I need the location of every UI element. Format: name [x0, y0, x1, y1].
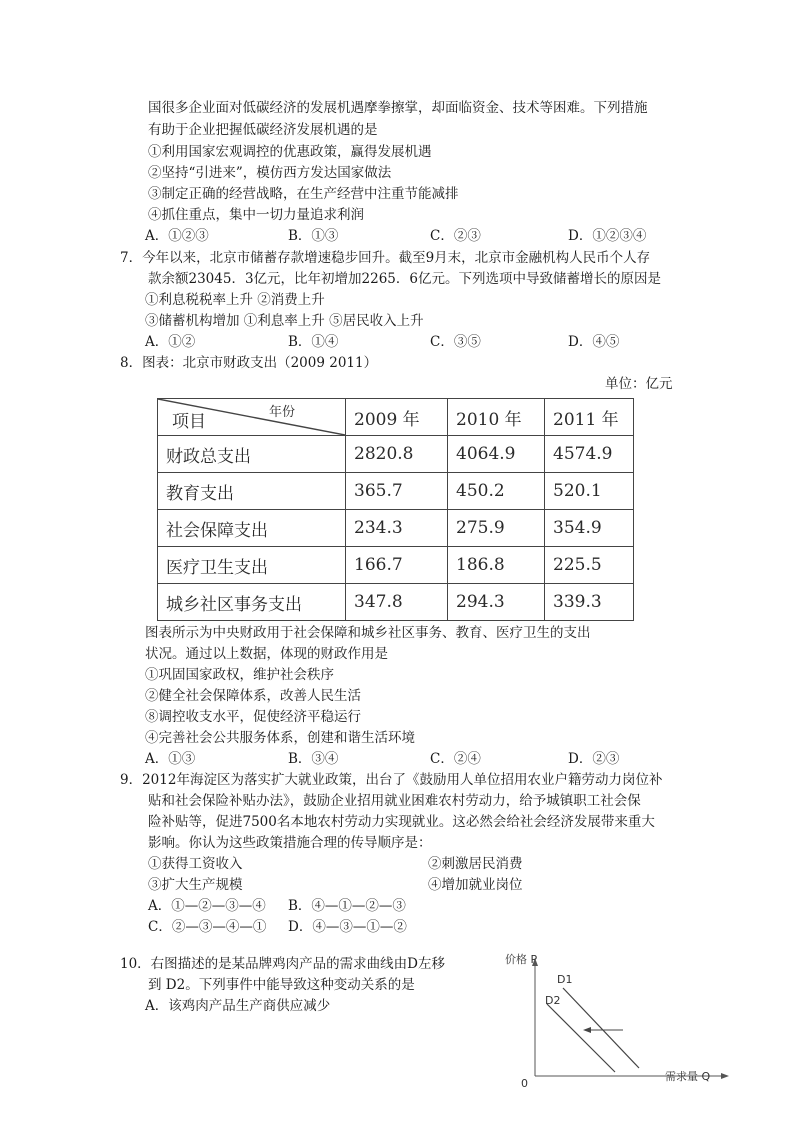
q8-title: 8．图表：北京市财政支出（2009 2011）: [120, 355, 378, 371]
cell-value: 294.3: [448, 584, 545, 621]
cell-value: 225.5: [545, 547, 634, 584]
q9-option-c: C．②—③—④—①: [148, 919, 267, 935]
table-row: [158, 584, 634, 621]
q9-stem-line-3: 险补贴等，促进7500名本地农村劳动力实现就业。这必然会给社会经济发展带来重大: [148, 814, 655, 830]
q6-stem-line-2: 有助于企业把握低碳经济发展机遇的是: [148, 122, 378, 138]
corner-item-label: 项目: [172, 412, 206, 432]
year-header-2011: 2011 年: [545, 399, 634, 436]
cell-value: 186.8: [448, 547, 545, 584]
table-row: [158, 436, 634, 473]
q7-item-1: ①利息税税率上升 ②消费上升: [145, 292, 325, 308]
corner-year-label: 年份: [268, 405, 295, 420]
demand-curve-graph: [505, 950, 735, 1090]
q6-option-b: B．①③: [288, 228, 339, 244]
q8-option-d: D．②③: [568, 751, 620, 767]
cell-value: 2820.8: [346, 436, 448, 473]
q7-option-d: D．④⑤: [568, 334, 620, 350]
q6-option-d: D．①②③④: [568, 228, 647, 244]
q10-stem-line-1: 10．右图描述的是某品牌鸡肉产品的需求曲线由D左移: [120, 956, 446, 972]
year-header-2010: 2010 年: [448, 399, 545, 436]
q7-item-2: ③储蓄机构增加 ①利息率上升 ⑤居民收入上升: [145, 313, 424, 329]
q6-option-a: A．①②③: [145, 228, 209, 244]
cell-value: 347.8: [346, 584, 448, 621]
cell-value: 339.3: [545, 584, 634, 621]
q10-stem-line-2: 到 D2。下列事件中能导致这种变动关系的是: [148, 977, 415, 993]
curve-d1-label: D1: [557, 973, 573, 986]
q8-item-4: ④完善社会公共服务体系，创建和谐生活环境: [145, 730, 415, 746]
q6-item-2: ②坚持“引进来”，模仿西方发达国家做法: [148, 165, 392, 181]
curve-d2: [547, 1004, 615, 1072]
q7-option-b: B．①④: [288, 334, 339, 350]
q8-item-3: ⑧调控收支水平，促使经济平稳运行: [145, 709, 361, 725]
cell-value: 354.9: [545, 510, 634, 547]
finance-table: [157, 398, 634, 621]
curve-d2-label: D2: [545, 994, 561, 1007]
q8-option-c: C．②④: [430, 751, 481, 767]
cell-value: 4574.9: [545, 436, 634, 473]
year-header-2009: 2009 年: [346, 399, 448, 436]
q9-stem-line-1: 9．2012年海淀区为落实扩大就业政策，出台了《鼓励用人单位招用农业户籍劳动力岗位补: [120, 772, 663, 788]
q7-option-a: A．①②: [145, 334, 196, 350]
cell-value: 450.2: [448, 473, 545, 510]
q6-item-4: ④抓住重点，集中一切力量追求利润: [148, 207, 364, 223]
cell-value: 365.7: [346, 473, 448, 510]
row-label: 医疗卫生支出: [158, 547, 346, 584]
table-row: [158, 510, 634, 547]
q6-option-c: C．②③: [430, 228, 481, 244]
q8-item-2: ②健全社会保障体系，改善人民生活: [145, 688, 361, 704]
q9-stem-line-2: 贴和社会保险补贴办法》，鼓励企业招用就业困难农村劳动力，给予城镇职工社会保: [148, 793, 641, 809]
row-label: 教育支出: [158, 473, 346, 510]
cell-value: 520.1: [545, 473, 634, 510]
q7-stem-line-2: 款余额23045．3亿元，比年初增加2265．6亿元。下列选项中导致储蓄增长的原因是: [148, 271, 661, 287]
origin-label: 0: [521, 1077, 528, 1090]
q9-option-a: A．①—②—③—④: [148, 898, 266, 914]
x-axis-label: 需求量 Q: [665, 1070, 711, 1083]
q6-item-3: ③制定正确的经营战略，在生产经营中注重节能减排: [148, 186, 459, 202]
table-row: [158, 473, 634, 510]
q9-option-d: D．④—③—①—②: [288, 919, 407, 935]
cell-value: 4064.9: [448, 436, 545, 473]
q8-after-line-1: 图表所示为中央财政用于社会保障和城乡社区事务、教育、医疗卫生的支出: [145, 625, 591, 641]
q9-item-2: ②刺激居民消费: [428, 856, 523, 872]
q9-item-1: ①获得工资收入: [148, 856, 243, 872]
q9-stem-line-4: 影响。你认为这些政策措施合理的传导顺序是：: [148, 835, 432, 851]
curve-d1: [563, 988, 639, 1068]
q6-stem-line-1: 国很多企业面对低碳经济的发展机遇摩拳擦掌，却面临资金、技术等困难。下列措施: [148, 100, 648, 116]
q8-option-a: A．①③: [145, 751, 196, 767]
q9-option-b: B．④—①—②—③: [288, 898, 406, 914]
row-label: 城乡社区事务支出: [158, 584, 346, 621]
q8-option-b: B．③④: [288, 751, 339, 767]
table-row: [158, 547, 634, 584]
q8-item-1: ①巩固国家政权，维护社会秩序: [145, 667, 334, 683]
x-axis-arrow: [721, 1073, 729, 1079]
q7-stem-line-1: 7．今年以来，北京市储蓄存款增速稳步回升。截至9月末，北京市金融机构人民币个人存: [120, 250, 651, 266]
q9-item-3: ③扩大生产规模: [148, 877, 243, 893]
q7-option-c: C．③⑤: [430, 334, 481, 350]
q6-item-1: ①利用国家宏观调控的优惠政策，赢得发展机遇: [148, 144, 432, 160]
row-label: 社会保障支出: [158, 510, 346, 547]
q8-unit: 单位：亿元: [605, 376, 673, 392]
shift-arrow-head: [583, 1027, 591, 1033]
cell-value: 234.3: [346, 510, 448, 547]
cell-value: 275.9: [448, 510, 545, 547]
row-label: 财政总支出: [158, 436, 346, 473]
table-header-row: [158, 399, 634, 436]
q10-option-a: A．该鸡肉产品生产商供应减少: [145, 998, 331, 1014]
q8-after-line-2: 状况。通过以上数据，体现的财政作用是: [145, 646, 388, 662]
cell-value: 166.7: [346, 547, 448, 584]
q9-item-4: ④增加就业岗位: [428, 877, 523, 893]
table-corner-cell: [158, 399, 346, 436]
y-axis-label: 价格 P: [505, 953, 538, 966]
